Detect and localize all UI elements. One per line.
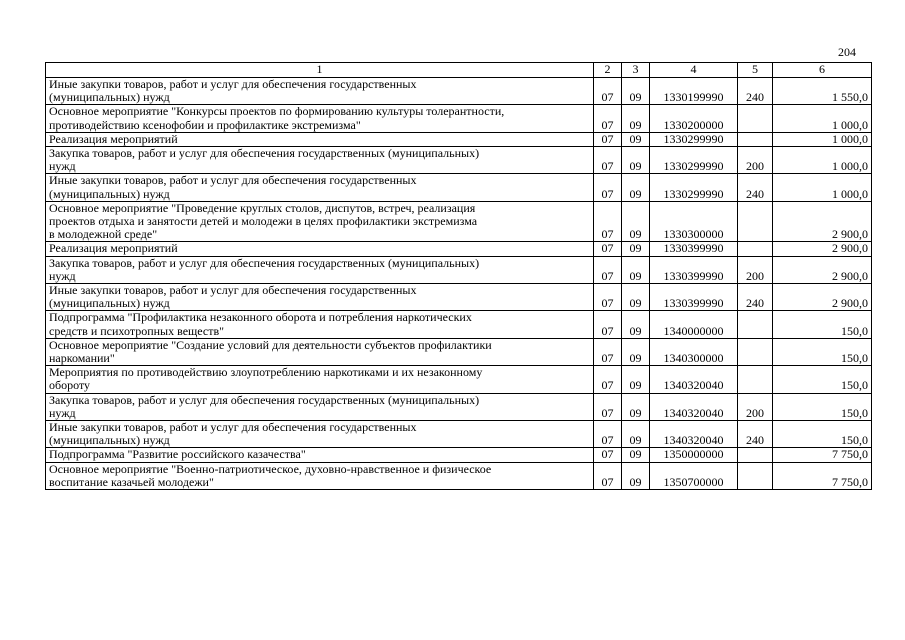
expense-type-cell: 200 xyxy=(738,147,773,174)
target-article-cell: 1340300000 xyxy=(650,338,738,365)
row-name-cell: Закупка товаров, работ и услуг для обеспечения государственных (муниципальных) нужд xyxy=(46,393,594,420)
table-row xyxy=(46,174,872,201)
expense-type-cell xyxy=(738,132,773,146)
row-name-cell: Основное мероприятие "Военно-патриотическое, духовно-нравственное и физическое воспитание казачьей молодежи" xyxy=(46,462,594,489)
amount-cell: 2 900,0 xyxy=(773,201,872,242)
subsection-code-cell: 09 xyxy=(622,448,650,462)
target-article-cell: 1340320040 xyxy=(650,393,738,420)
subsection-code-cell: 09 xyxy=(622,393,650,420)
amount-cell: 150,0 xyxy=(773,421,872,448)
expense-type-cell: 240 xyxy=(738,78,773,105)
expense-type-cell: 240 xyxy=(738,421,773,448)
target-article-cell: 1330299990 xyxy=(650,174,738,201)
row-name-cell: Закупка товаров, работ и услуг для обеспечения государственных (муниципальных) нужд xyxy=(46,147,594,174)
target-article-cell: 1330299990 xyxy=(650,132,738,146)
amount-cell: 150,0 xyxy=(773,338,872,365)
amount-cell: 150,0 xyxy=(773,366,872,393)
row-name-cell: Реализация мероприятий xyxy=(46,242,594,256)
subsection-code-cell: 09 xyxy=(622,201,650,242)
target-article-cell: 1330299990 xyxy=(650,147,738,174)
amount-cell: 1 000,0 xyxy=(773,174,872,201)
target-article-cell: 1340320040 xyxy=(650,421,738,448)
amount-cell: 2 900,0 xyxy=(773,242,872,256)
expense-type-cell: 240 xyxy=(738,284,773,311)
row-name-cell: Мероприятия по противодействию злоупотреблению наркотиками и их незаконному обороту xyxy=(46,366,594,393)
subsection-code-cell: 09 xyxy=(622,105,650,132)
target-article-cell: 1350700000 xyxy=(650,462,738,489)
table-row xyxy=(46,421,872,448)
expense-type-cell: 240 xyxy=(738,174,773,201)
expense-type-cell xyxy=(738,366,773,393)
expense-type-cell xyxy=(738,448,773,462)
section-code-cell: 07 xyxy=(594,421,622,448)
expense-type-cell xyxy=(738,311,773,338)
amount-cell: 7 750,0 xyxy=(773,448,872,462)
section-code-cell: 07 xyxy=(594,147,622,174)
table-row xyxy=(46,242,872,256)
subsection-code-cell: 09 xyxy=(622,311,650,338)
amount-cell: 2 900,0 xyxy=(773,284,872,311)
table-row xyxy=(46,256,872,283)
section-code-cell: 07 xyxy=(594,105,622,132)
section-code-cell: 07 xyxy=(594,284,622,311)
expense-type-cell: 200 xyxy=(738,256,773,283)
row-name-cell: Иные закупки товаров, работ и услуг для обеспечения государственных (муниципальных) нужд xyxy=(46,78,594,105)
table-row xyxy=(46,462,872,489)
amount-cell: 1 000,0 xyxy=(773,147,872,174)
row-name-cell: Основное мероприятие "Создание условий для деятельности субъектов профилактики наркомании" xyxy=(46,338,594,365)
table-row xyxy=(46,311,872,338)
subsection-code-cell: 09 xyxy=(622,421,650,448)
subsection-code-cell: 09 xyxy=(622,338,650,365)
section-code-cell: 07 xyxy=(594,338,622,365)
header-row xyxy=(46,63,872,78)
expense-type-cell xyxy=(738,338,773,365)
expense-type-cell xyxy=(738,242,773,256)
section-code-cell: 07 xyxy=(594,448,622,462)
expense-type-cell xyxy=(738,105,773,132)
row-name-cell: Основное мероприятие "Конкурсы проектов по формированию культуры толерантности, противодействию ксенофобии и профилактике экстремизма" xyxy=(46,105,594,132)
section-code-cell: 07 xyxy=(594,174,622,201)
table-row xyxy=(46,284,872,311)
table-row xyxy=(46,201,872,242)
amount-cell: 150,0 xyxy=(773,393,872,420)
row-name-cell: Закупка товаров, работ и услуг для обеспечения государственных (муниципальных) нужд xyxy=(46,256,594,283)
subsection-code-cell: 09 xyxy=(622,78,650,105)
table-row xyxy=(46,147,872,174)
target-article-cell: 1330200000 xyxy=(650,105,738,132)
row-name-cell: Подпрограмма "Профилактика незаконного оборота и потребления наркотических средств и психотропных веществ" xyxy=(46,311,594,338)
amount-cell: 1 550,0 xyxy=(773,78,872,105)
row-name-cell: Иные закупки товаров, работ и услуг для обеспечения государственных (муниципальных) нужд xyxy=(46,174,594,201)
amount-cell: 7 750,0 xyxy=(773,462,872,489)
section-code-cell: 07 xyxy=(594,256,622,283)
table-row xyxy=(46,366,872,393)
subsection-code-cell: 09 xyxy=(622,147,650,174)
column-header: 3 xyxy=(622,63,650,78)
column-header: 1 xyxy=(46,63,594,78)
expense-type-cell xyxy=(738,201,773,242)
table-body xyxy=(46,78,872,490)
subsection-code-cell: 09 xyxy=(622,242,650,256)
amount-cell: 2 900,0 xyxy=(773,256,872,283)
target-article-cell: 1330399990 xyxy=(650,256,738,283)
table-row xyxy=(46,338,872,365)
expense-type-cell xyxy=(738,462,773,489)
amount-cell: 1 000,0 xyxy=(773,105,872,132)
page-number: 204 xyxy=(838,45,856,59)
row-name-cell: Основное мероприятие "Проведение круглых столов, диспутов, встреч, реализация проектов отдыха и занятости детей и молодежи в целях профилактики экстремизма в молодежной среде" xyxy=(46,201,594,242)
target-article-cell: 1340000000 xyxy=(650,311,738,338)
section-code-cell: 07 xyxy=(594,366,622,393)
table-row xyxy=(46,105,872,132)
column-header: 5 xyxy=(738,63,773,78)
section-code-cell: 07 xyxy=(594,311,622,338)
subsection-code-cell: 09 xyxy=(622,132,650,146)
section-code-cell: 07 xyxy=(594,242,622,256)
section-code-cell: 07 xyxy=(594,201,622,242)
amount-cell: 1 000,0 xyxy=(773,132,872,146)
row-name-cell: Подпрограмма "Развитие российского казачества" xyxy=(46,448,594,462)
section-code-cell: 07 xyxy=(594,132,622,146)
target-article-cell: 1350000000 xyxy=(650,448,738,462)
section-code-cell: 07 xyxy=(594,393,622,420)
table-row xyxy=(46,393,872,420)
target-article-cell: 1330199990 xyxy=(650,78,738,105)
subsection-code-cell: 09 xyxy=(622,284,650,311)
target-article-cell: 1340320040 xyxy=(650,366,738,393)
row-name-cell: Иные закупки товаров, работ и услуг для обеспечения государственных (муниципальных) нужд xyxy=(46,421,594,448)
target-article-cell: 1330399990 xyxy=(650,284,738,311)
expense-type-cell: 200 xyxy=(738,393,773,420)
subsection-code-cell: 09 xyxy=(622,174,650,201)
column-header: 2 xyxy=(594,63,622,78)
target-article-cell: 1330399990 xyxy=(650,242,738,256)
row-name-cell: Иные закупки товаров, работ и услуг для обеспечения государственных (муниципальных) нужд xyxy=(46,284,594,311)
row-name-cell: Реализация мероприятий xyxy=(46,132,594,146)
section-code-cell: 07 xyxy=(594,462,622,489)
table-row xyxy=(46,78,872,105)
subsection-code-cell: 09 xyxy=(622,462,650,489)
column-header: 4 xyxy=(650,63,738,78)
subsection-code-cell: 09 xyxy=(622,256,650,283)
column-header: 6 xyxy=(773,63,872,78)
section-code-cell: 07 xyxy=(594,78,622,105)
table-row xyxy=(46,132,872,146)
budget-table xyxy=(45,62,872,490)
amount-cell: 150,0 xyxy=(773,311,872,338)
target-article-cell: 1330300000 xyxy=(650,201,738,242)
subsection-code-cell: 09 xyxy=(622,366,650,393)
table-row xyxy=(46,448,872,462)
